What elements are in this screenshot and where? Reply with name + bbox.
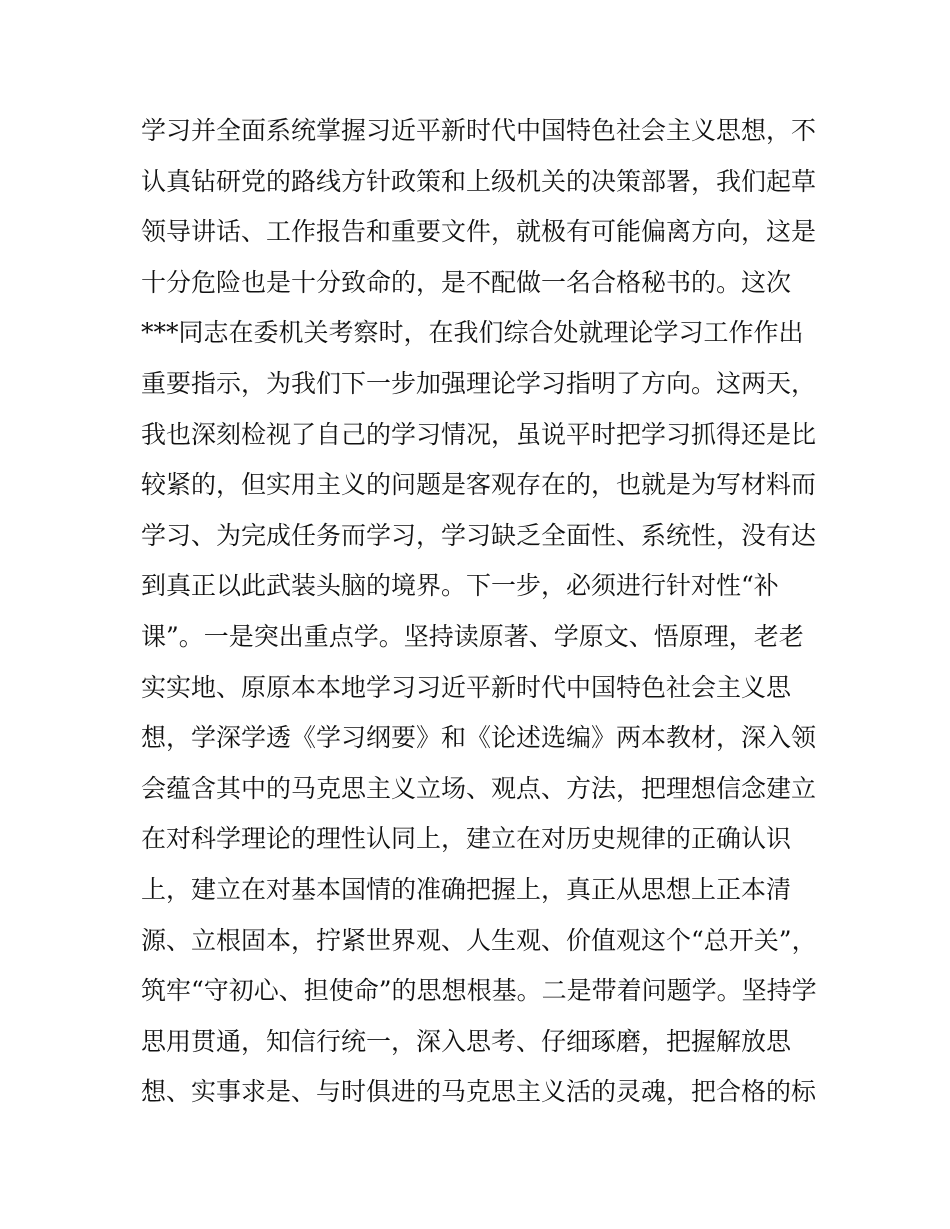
text-line: 实实地、原原本本地学习习近平新时代中国特色社会主义思 <box>141 672 792 702</box>
text-line: ***同志在委机关考察时，在我们综合处就理论学习工作作出 <box>141 318 804 348</box>
text-line: 学习并全面系统掌握习近平新时代中国特色社会主义思想，不 <box>141 116 817 145</box>
text-line: 想，学深学透《学习纲要》和《论述选编》两本教材，深入领 <box>141 723 817 753</box>
text-line: 课”。一是突出重点学。坚持读原著、学原文、悟原理，老老 <box>141 621 804 651</box>
text-line: 上，建立在对基本国情的准确把握上，真正从思想上正本清 <box>141 874 792 904</box>
text-line: 在对科学理论的理性认同上，建立在对历史规律的正确认识 <box>141 824 792 854</box>
text-line: 想、实事求是、与时俱进的马克思主义活的灵魂，把合格的标 <box>141 1077 817 1107</box>
text-line: 重要指示，为我们下一步加强理论学习指明了方向。这两天， <box>141 368 817 398</box>
body-text <box>141 106 821 1118</box>
text-line: 到真正以此武装头脑的境界。下一步，必须进行针对性“补 <box>141 571 779 601</box>
text-line: 学习、为完成任务而学习，学习缺乏全面性、系统性，没有达 <box>141 520 817 550</box>
text-line: 较紧的，但实用主义的问题是客观存在的，也就是为写材料而 <box>141 470 817 500</box>
text-line: 领导讲话、工作报告和重要文件，就极有可能偏离方向，这是 <box>141 217 817 247</box>
text-line: 会蕴含其中的马克思主义立场、观点、方法，把理想信念建立 <box>141 773 817 803</box>
text-line: 我也深刻检视了自己的学习情况，虽说平时把学习抓得还是比 <box>141 419 817 449</box>
text-line: 筑牢“守初心、担使命”的思想根基。二是带着问题学。坚持学 <box>141 976 817 1006</box>
text-line: 思用贯通，知信行统一，深入思考、仔细琢磨，把握解放思 <box>141 1026 792 1056</box>
text-line: 认真钻研党的路线方针政策和上级机关的决策部署，我们起草 <box>141 166 817 196</box>
text-line: 源、立根固本，拧紧世界观、人生观、价值观这个“总开关”， <box>141 925 817 955</box>
text-line: 十分危险也是十分致命的，是不配做一名合格秘书的。这次 <box>141 267 792 297</box>
